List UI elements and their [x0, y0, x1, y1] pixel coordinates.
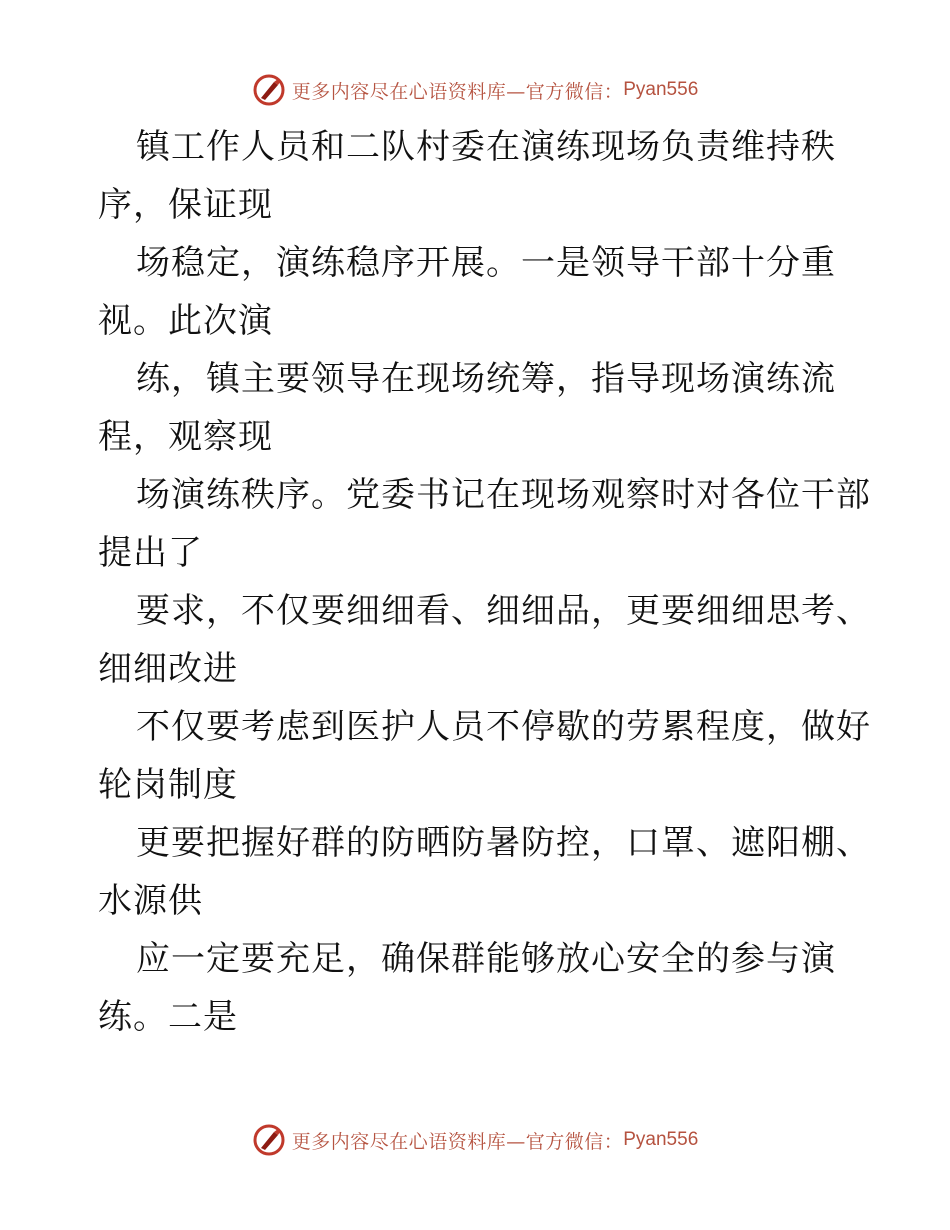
text-line: 场演练秩序。党委书记在现场观察时对各位干部: [136, 475, 871, 515]
text-line: 场稳定，演练稳序开展。一是领导干部十分重: [136, 243, 836, 283]
text-line: 程，观察现: [98, 417, 273, 457]
watermark-text: 更多内容尽在心语资料库—官方微信：: [291, 80, 624, 103]
footer-watermark: [0, 1120, 950, 1160]
text-line: 序，保证现: [98, 185, 273, 225]
watermark-wechat-id: Pyan556: [623, 79, 699, 100]
text-line: 水源供: [98, 881, 203, 921]
brand-logo-icon: [252, 73, 286, 107]
text-line: 练。二是: [98, 997, 238, 1037]
text-line: 提出了: [98, 533, 203, 573]
text-line: 细细改进: [98, 649, 238, 689]
header-watermark: [0, 70, 950, 110]
watermark-wechat-id: Pyan556: [623, 1129, 699, 1150]
watermark-text: 更多内容尽在心语资料库—官方微信：: [291, 1130, 624, 1153]
text-line: 更要把握好群的防晒防暑防控，口罩、遮阳棚、: [136, 823, 871, 863]
text-line: 镇工作人员和二队村委在演练现场负责维持秩: [136, 127, 836, 167]
text-line: 轮岗制度: [98, 765, 238, 805]
document-body: [98, 118, 871, 1046]
text-line: 练，镇主要领导在现场统筹，指导现场演练流: [136, 359, 836, 399]
text-line: 要求，不仅要细细看、细细品，更要细细思考、: [136, 591, 871, 631]
text-line: 不仅要考虑到医护人员不停歇的劳累程度，做好: [136, 707, 871, 747]
brand-logo-icon: [252, 1123, 286, 1157]
text-line: 应一定要充足，确保群能够放心安全的参与演: [136, 939, 836, 979]
text-line: 视。此次演: [98, 301, 273, 341]
